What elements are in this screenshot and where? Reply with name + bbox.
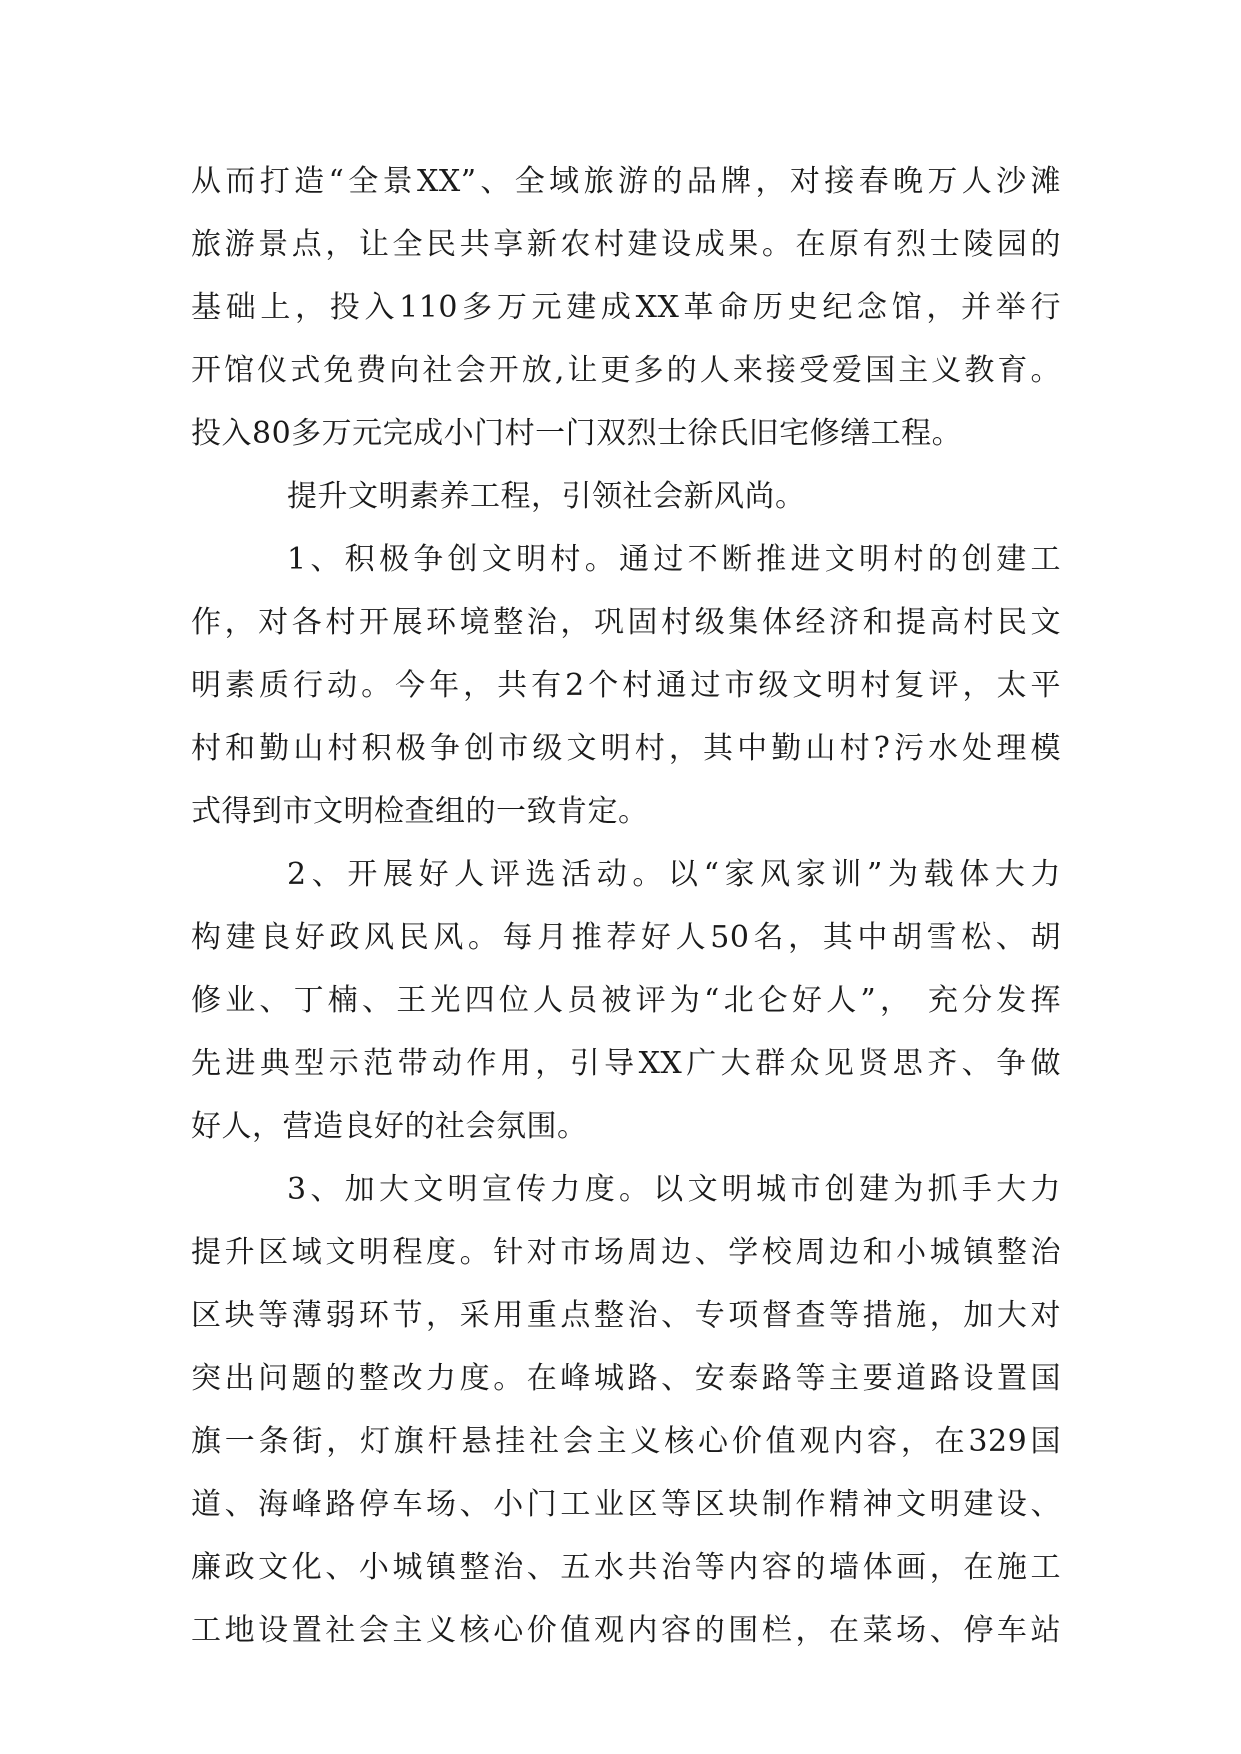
text-line: 1、积极争创文明村。通过不断推进文明村的创建工	[287, 542, 1061, 577]
text-line: 旅游景点，让全民共享新农村建设成果。在原有烈士陵园的	[191, 227, 1061, 262]
document-body	[191, 150, 1061, 1662]
text-line: 投入80多万元完成小门村一门双烈士徐氏旧宅修缮工程。	[191, 416, 963, 451]
section-heading: 提升文明素养工程，引领社会新风尚。	[287, 479, 806, 514]
text-line: 作，对各村开展环境整治，巩固村级集体经济和提高村民文	[191, 605, 1061, 640]
paragraph-p2	[191, 465, 1061, 528]
text-line: 3、加大文明宣传力度。以文明城市创建为抓手大力	[287, 1172, 1061, 1207]
text-line: 好人，营造良好的社会氛围。	[191, 1109, 588, 1144]
text-line: 2、开展好人评选活动。以“家风家训”为载体大力	[287, 857, 1061, 892]
paragraph-p4	[191, 843, 1061, 1158]
paragraph-p1	[191, 150, 1061, 465]
text-line: 开馆仪式免费向社会开放,让更多的人来接受爱国主义教育。	[191, 353, 1061, 388]
text-line: 旗一条街，灯旗杆悬挂社会主义核心价值观内容，在329国	[191, 1424, 1061, 1459]
paragraph-p5	[191, 1158, 1061, 1662]
text-line: 村和勤山村积极争创市级文明村，其中勤山村?污水处理模	[191, 731, 1061, 766]
text-line: 构建良好政风民风。每月推荐好人50名，其中胡雪松、胡	[191, 920, 1061, 955]
text-line: 基础上，投入110多万元建成XX革命历史纪念馆，并举行	[191, 290, 1061, 325]
text-line: 工地设置社会主义核心价值观内容的围栏，在菜场、停车站	[191, 1613, 1061, 1648]
text-line: 廉政文化、小城镇整治、五水共治等内容的墙体画，在施工	[191, 1550, 1061, 1585]
text-line: 先进典型示范带动作用，引导XX广大群众见贤思齐、争做	[191, 1046, 1061, 1081]
text-line: 从而打造“全景XX”、全域旅游的品牌，对接春晚万人沙滩	[191, 164, 1061, 199]
text-line: 修业、丁楠、王光四位人员被评为“北仑好人”， 充分发挥	[191, 983, 1061, 1018]
text-line: 突出问题的整改力度。在峰城路、安泰路等主要道路设置国	[191, 1361, 1061, 1396]
text-line: 道、海峰路停车场、小门工业区等区块制作精神文明建设、	[191, 1487, 1061, 1522]
paragraph-p3	[191, 528, 1061, 843]
text-line: 区块等薄弱环节，采用重点整治、专项督查等措施，加大对	[191, 1298, 1061, 1333]
text-line: 式得到市文明检查组的一致肯定。	[191, 794, 649, 829]
text-line: 明素质行动。今年，共有2个村通过市级文明村复评，太平	[191, 668, 1061, 703]
text-line: 提升区域文明程度。针对市场周边、学校周边和小城镇整治	[191, 1235, 1061, 1270]
